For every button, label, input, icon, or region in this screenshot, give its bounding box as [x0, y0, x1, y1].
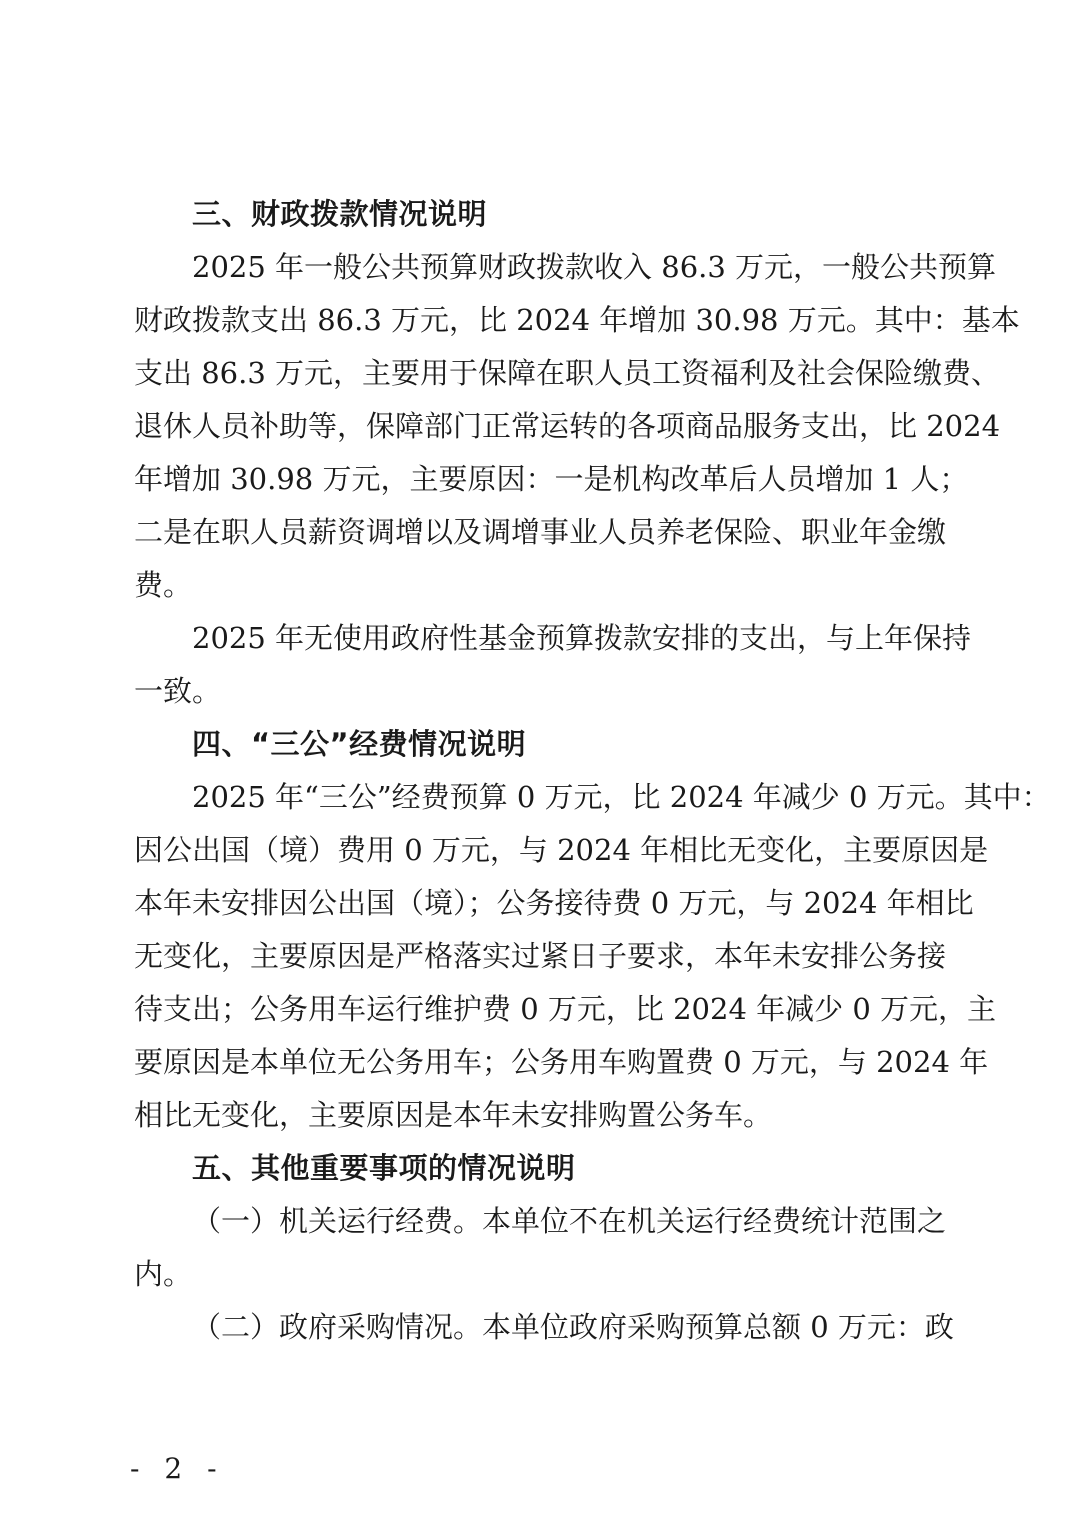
- text-line: 一致。: [134, 674, 222, 708]
- paragraph-government-fund: [134, 612, 972, 718]
- section-heading-fiscal-appropriation: 三、财政拨款情况说明: [192, 197, 488, 231]
- text-line: 要原因是本单位无公务用车；公务用车购置费 0 万元，与 2024 年: [134, 1045, 989, 1079]
- text-line: 本年未安排因公出国（境）；公务接待费 0 万元，与 2024 年相比: [134, 886, 974, 920]
- paragraph-agency-operating-costs: [134, 1195, 947, 1301]
- text-line: （二）政府采购情况。本单位政府采购预算总额 0 万元：政: [192, 1310, 954, 1344]
- paragraph-government-procurement: [134, 1301, 954, 1354]
- paragraph-three-public-expenses: [134, 771, 1051, 1142]
- text-line: 费。: [134, 568, 193, 602]
- section-heading-three-public-expenses: 四、“三公”经费情况说明: [192, 727, 527, 761]
- text-line: 2025 年无使用政府性基金预算拨款安排的支出，与上年保持: [192, 621, 972, 655]
- text-line: 2025 年一般公共预算财政拨款收入 86.3 万元，一般公共预算: [192, 250, 997, 284]
- paragraph-general-budget: [134, 241, 1020, 612]
- document-body: [134, 188, 1051, 1354]
- text-line: 退休人员补助等，保障部门正常运转的各项商品服务支出，比 2024: [134, 409, 1001, 443]
- text-line: 待支出；公务用车运行维护费 0 万元，比 2024 年减少 0 万元，主: [134, 992, 997, 1026]
- text-line: 因公出国（境）费用 0 万元，与 2024 年相比无变化，主要原因是: [134, 833, 989, 867]
- text-line: 支出 86.3 万元，主要用于保障在职人员工资福利及社会保险缴费、: [134, 356, 1001, 390]
- text-line: 相比无变化，主要原因是本年未安排购置公务车。: [134, 1098, 773, 1132]
- text-line: 2025 年“三公”经费预算 0 万元，比 2024 年减少 0 万元。其中：: [192, 780, 1051, 814]
- text-line: 内。: [134, 1257, 193, 1291]
- text-line: 无变化，主要原因是严格落实过紧日子要求，本年未安排公务接: [134, 939, 947, 973]
- text-line: （一）机关运行经费。本单位不在机关运行经费统计范围之: [192, 1204, 947, 1238]
- page-number: - 2 -: [130, 1452, 225, 1485]
- text-line: 年增加 30.98 万元，主要原因：一是机构改革后人员增加 1 人；: [134, 462, 969, 496]
- section-heading-other-matters: 五、其他重要事项的情况说明: [192, 1151, 576, 1185]
- text-line: 财政拨款支出 86.3 万元，比 2024 年增加 30.98 万元。其中：基本: [134, 303, 1020, 337]
- text-line: 二是在职人员薪资调增以及调增事业人员养老保险、职业年金缴: [134, 515, 947, 549]
